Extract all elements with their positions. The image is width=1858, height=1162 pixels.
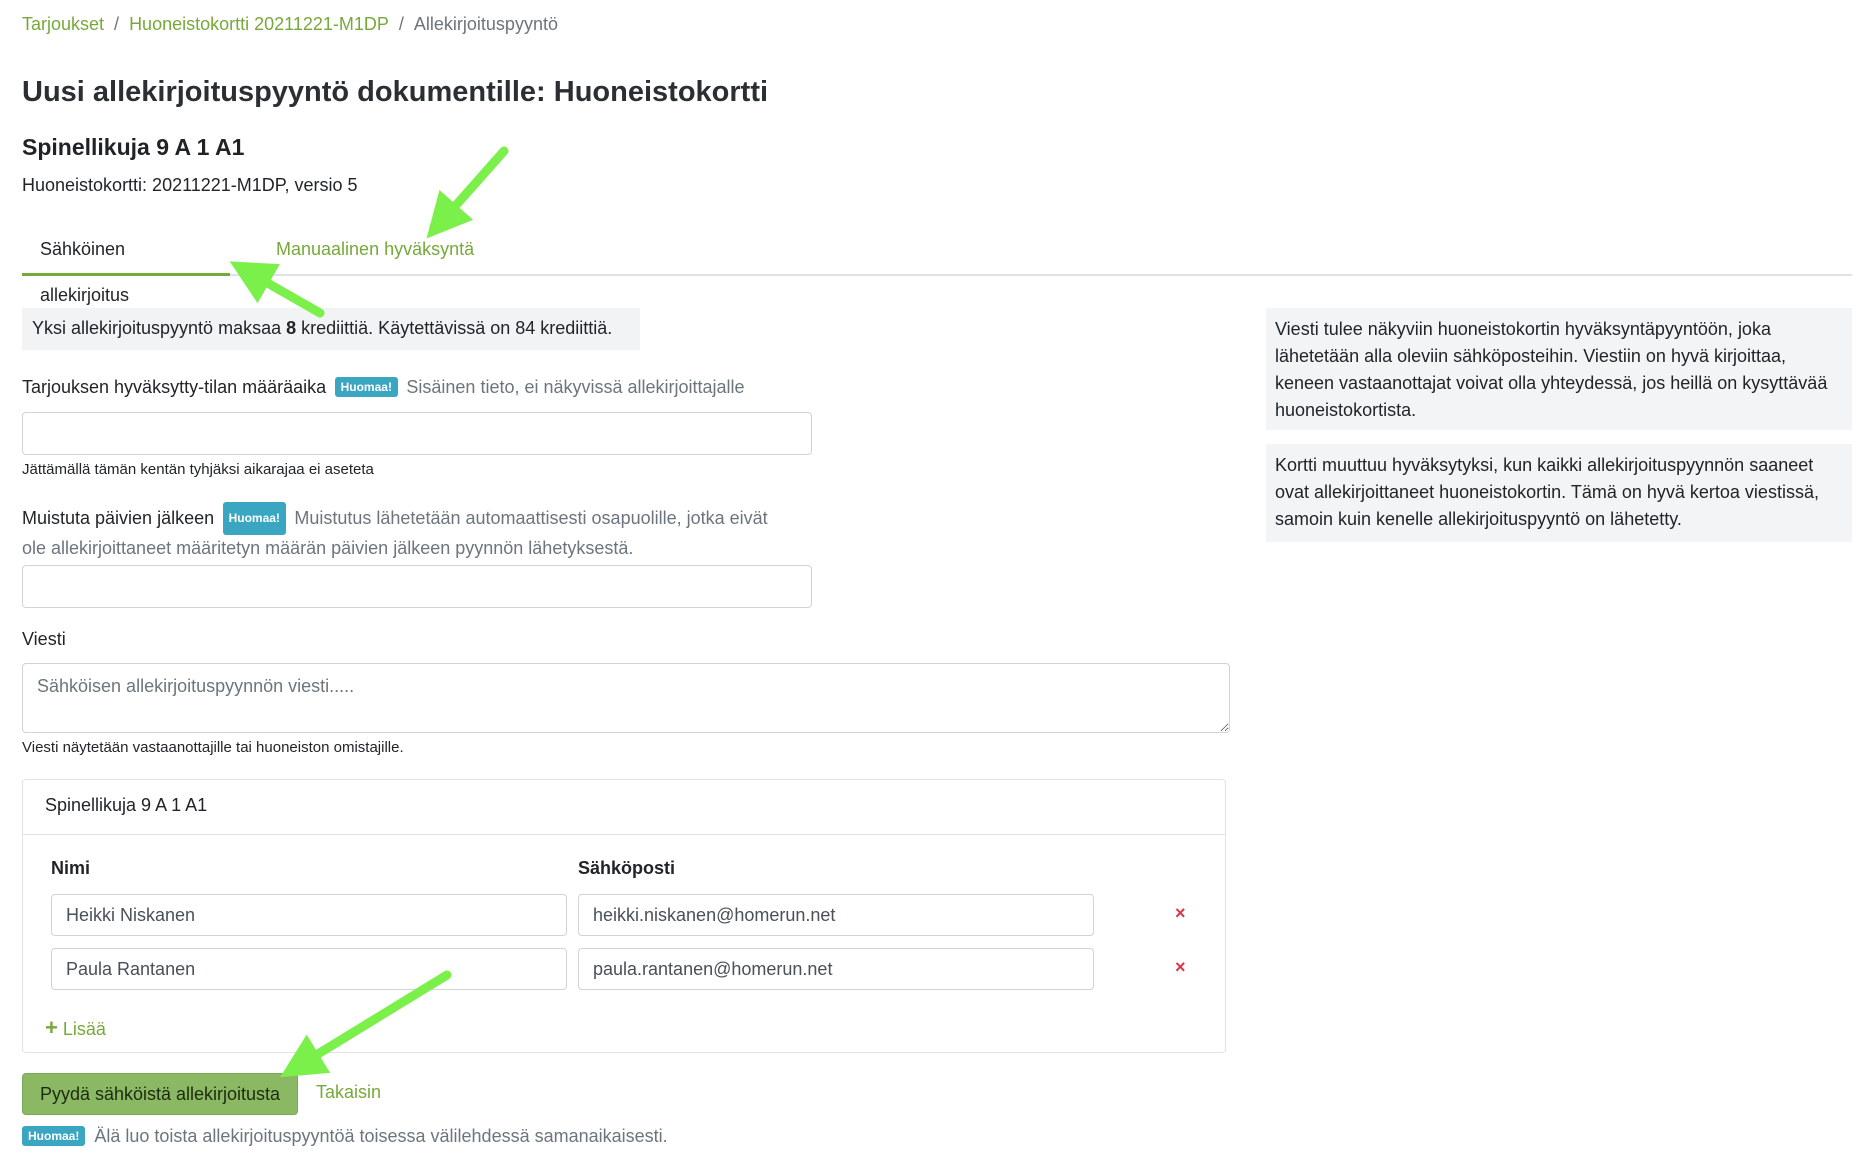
credits-prefix: Yksi allekirjoituspyyntö maksaa — [32, 318, 282, 338]
breadcrumb-current: Allekirjoituspyyntö — [413, 14, 558, 34]
tab-manual-approval[interactable]: Manuaalinen hyväksyntä — [276, 239, 475, 259]
credits-info — [22, 308, 640, 350]
reminder-hint-continued: ole allekirjoittaneet määritetyn määrän päivien jälkeen pyynnön lähetyksestä. — [22, 538, 634, 558]
plus-icon: + — [45, 1015, 58, 1040]
message-help: Viesti näytetään vastaanottajille tai huoneiston omistajille. — [22, 739, 404, 756]
tab-bar — [22, 226, 1852, 305]
signer-name-input[interactable] — [51, 948, 567, 990]
reminder-days-input[interactable] — [22, 565, 812, 608]
signer-email-input[interactable] — [578, 894, 1094, 936]
breadcrumb-link-apartment-card[interactable]: Huoneistokortti 20211221-M1DP — [129, 14, 389, 34]
apartment-address: Spinellikuja 9 A 1 A1 — [22, 134, 245, 160]
reminder-label: Muistuta päivien jälkeen — [22, 508, 215, 528]
deadline-note-badge: Huomaa! — [335, 377, 398, 397]
message-textarea[interactable] — [22, 663, 1230, 733]
add-signer-button[interactable] — [45, 1015, 106, 1041]
signer-name-input[interactable] — [51, 894, 567, 936]
deadline-label: Tarjouksen hyväksytty-tilan määräaika — [22, 377, 327, 397]
add-signer-label: Lisää — [62, 1019, 106, 1039]
reminder-label-row — [22, 502, 822, 563]
credits-cost: 8 — [286, 318, 297, 338]
tab-electronic-signature[interactable]: Sähköinen allekirjoitus — [22, 226, 230, 276]
message-info-note: Viesti tulee näkyviin huoneistokortin hyväksyntäpyyntöön, joka lähetetään alla oleviin sähköposteihin. Viestiin on hyvä kirjoittaa, keneen vastaanottajat voivat olla yhteydessä, jos heillä on kysyttävää huoneistokortista. — [1266, 308, 1852, 430]
message-label: Viesti — [22, 629, 66, 649]
page-title: Uusi allekirjoituspyyntö dokumentille: Huoneistokortti — [22, 76, 769, 108]
arrow-icon — [250, 273, 320, 313]
back-link[interactable]: Takaisin — [316, 1082, 382, 1102]
apartment-card-info: Huoneistokortti: 20211221-M1DP, versio 5 — [22, 175, 358, 195]
arrow-icon — [442, 151, 504, 221]
credits-suffix: krediittiä. Käytettävissä on 84 krediittiä. — [301, 318, 613, 338]
email-column-header: Sähköposti — [578, 858, 676, 878]
remove-signer-icon[interactable]: × — [1175, 957, 1186, 977]
breadcrumb-link-offers[interactable]: Tarjoukset — [22, 14, 105, 34]
signer-email-input[interactable] — [578, 948, 1094, 990]
request-signature-button[interactable]: Pyydä sähköistä allekirjoitusta — [22, 1073, 298, 1115]
warning-text: Älä luo toista allekirjoituspyyntöä toisessa välilehdessä samanaikaisesti. — [94, 1126, 668, 1146]
deadline-hint: Sisäinen tieto, ei näkyvissä allekirjoittajalle — [406, 377, 745, 397]
remove-signer-icon[interactable]: × — [1175, 903, 1186, 923]
warning-note-badge: Huomaa! — [22, 1126, 85, 1146]
deadline-help: Jättämällä tämän kentän tyhjäksi aikarajaa ei aseteta — [22, 461, 374, 478]
breadcrumb-separator: / — [114, 14, 120, 34]
breadcrumb-separator: / — [398, 14, 404, 34]
reminder-hint: Muistutus lähetetään automaattisesti osapuolille, jotka eivät — [294, 508, 768, 528]
signers-card-title: Spinellikuja 9 A 1 A1 — [23, 780, 1225, 835]
deadline-label-row — [22, 377, 745, 398]
reminder-note-badge: Huomaa! — [223, 502, 286, 535]
concurrency-warning — [22, 1126, 668, 1147]
approval-info-note: Kortti muuttuu hyväksytyksi, kun kaikki allekirjoituspyynnön saaneet ovat allekirjoittaneet huoneistokortin. Tämä on hyvä kertoa viestissä, samoin kuin kenelle allekirjoituspyyntö on lähetetty. — [1266, 444, 1852, 542]
name-column-header: Nimi — [51, 858, 91, 878]
deadline-input[interactable] — [22, 412, 812, 455]
breadcrumb — [22, 14, 558, 35]
signers-card — [22, 779, 1226, 1053]
